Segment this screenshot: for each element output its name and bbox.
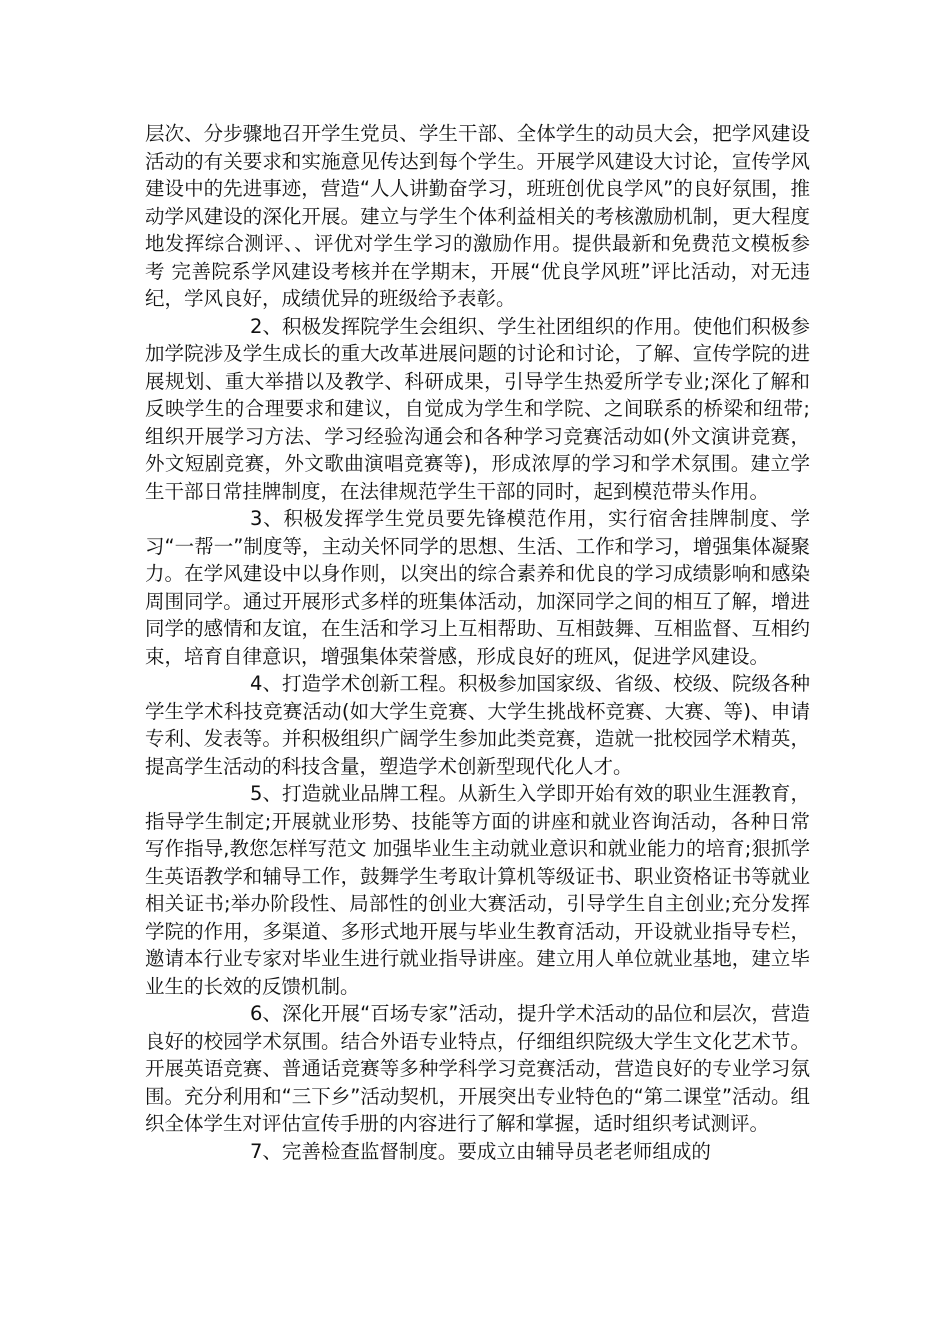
- paragraph-4: 4、打造学术创新工程。积极参加国家级、省级、校级、院级各种学生学术科技竞赛活动(如大学生竞赛、大学生挑战杯竞赛、大赛、等)、申请专利、发表等。并积极组织广阔学生参加此类竞赛，造就一批校园学术精英，提高学生活动的科技含量，塑造学术创新型现代化人才。: [145, 672, 810, 778]
- paragraph-1: 层次、分步骤地召开学生党员、学生干部、全体学生的动员大会，把学风建设活动的有关要求和实施意见传达到每个学生。开展学风建设大讨论，宣传学风建设中的先进事迹，营造“人人讲勤奋学习，班班创优良学风”的良好氛围，推动学风建设的深化开展。建立与学生个体利益相关的考核激励机制，更大程度地发挥综合测评、、评优对学生学习的激励作用。提供最新和免费范文模板参考 完善院系学风建设考核并在学期末，开展“优良学风班”评比活动，对无违纪，学风良好，成绩优异的班级给予表彰。: [145, 122, 810, 310]
- paragraph-5: 5、打造就业品牌工程。从新生入学即开始有效的职业生涯教育，指导学生制定;开展就业形势、技能等方面的讲座和就业咨询活动，各种日常写作指导,教您怎样写范文 加强毕业生主动就业意识和就业能力的培育;狠抓学生英语教学和辅导工作，鼓舞学生考取计算机等级证书、职业资格证书等就业相关证书;举办阶段性、局部性的创业大赛活动，引导学生自主创业;充分发挥学院的作用，多渠道、多形式地开展与毕业生教育活动，开设就业指导专栏，邀请本行业专家对毕业生进行就业指导讲座。建立用人单位就业基地，建立毕业生的长效的反馈机制。: [145, 782, 810, 998]
- paragraph-6: 6、深化开展“百场专家”活动，提升学术活动的品位和层次，营造良好的校园学术氛围。结合外语专业特点，仔细组织院级大学生文化艺术节。开展英语竞赛、普通话竞赛等多种学科学习竞赛活动，营造良好的专业学习氛围。充分利用和“三下乡”活动契机，开展突出专业特色的“第二课堂”活动。组织全体学生对评估宣传手册的内容进行了解和掌握，适时组织考试测评。: [145, 1002, 810, 1135]
- paragraph-3: 3、积极发挥学生党员要先锋模范作用，实行宿舍挂牌制度、学习“一帮一”制度等，主动关怀同学的思想、生活、工作和学习，增强集体凝聚力。在学风建设中以身作则，以突出的综合素养和优良的学习成绩影响和感染周围同学。通过开展形式多样的班集体活动，加深同学之间的相互了解，增进同学的感情和友谊，在生活和学习上互相帮助、互相鼓舞、互相监督、互相约束，培育自律意识，增强集体荣誉感，形成良好的班风，促进学风建设。: [145, 507, 810, 668]
- document-page: [145, 120, 810, 1165]
- paragraph-7: 7、完善检查监督制度。要成立由辅导员老老师组成的: [250, 1139, 711, 1163]
- paragraph-2: 2、积极发挥院学生会组织、学生社团组织的作用。使他们积极参加学院涉及学生成长的重大改革进展问题的讨论和讨论，了解、宣传学院的进展规划、重大举措以及教学、科研成果，引导学生热爱所学专业;深化了解和反映学生的合理要求和建议，自觉成为学生和学院、之间联系的桥梁和纽带;组织开展学习方法、学习经验沟通会和各种学习竞赛活动如(外文演讲竞赛，外文短剧竞赛，外文歌曲演唱竞赛等)，形成浓厚的学习和学术氛围。建立学生干部日常挂牌制度，在法律规范学生干部的同时，起到模范带头作用。: [145, 314, 810, 503]
